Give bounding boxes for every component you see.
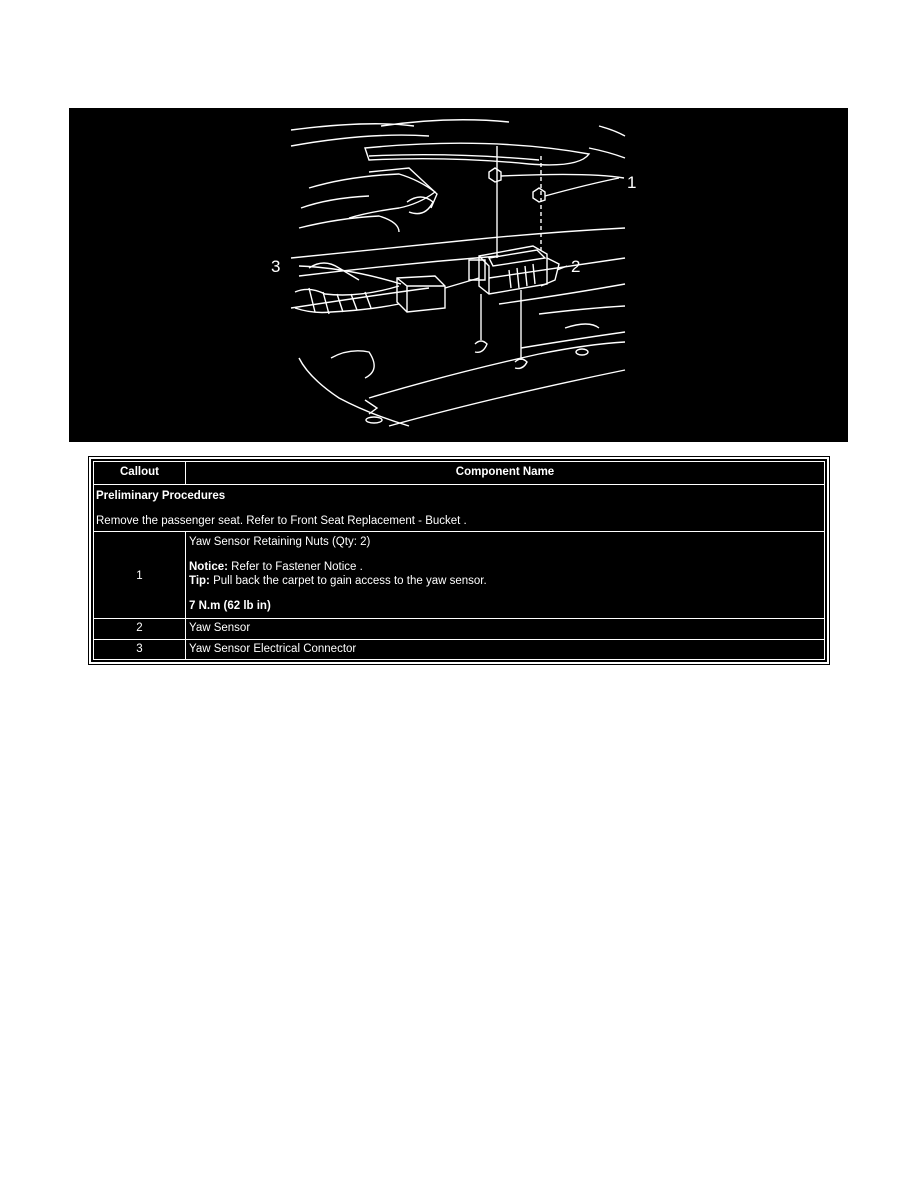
- component-table-body: [93, 461, 825, 660]
- tip-label: Tip:: [189, 575, 210, 587]
- table-row: [94, 640, 824, 660]
- component-table: [89, 457, 829, 664]
- header-component-name: [186, 462, 824, 484]
- row-component: [186, 619, 824, 639]
- notice-label: Notice:: [189, 561, 228, 573]
- table-row: [94, 532, 824, 619]
- notice-text: Refer to Fastener Notice .: [227, 561, 363, 573]
- preliminary-title: Preliminary Procedures: [96, 490, 226, 502]
- row-1-torque: 7 N.m (62 lb in): [189, 600, 271, 612]
- row-1-name: Yaw Sensor Retaining Nuts (Qty: 2): [189, 536, 371, 548]
- callout-3-label: 3: [271, 257, 281, 276]
- row-3-name: Yaw Sensor Electrical Connector: [189, 643, 357, 655]
- row-callout: [94, 619, 186, 639]
- header-component-text: Component Name: [455, 466, 555, 478]
- row-1-tip: [189, 575, 487, 587]
- illustration-drawing: [69, 108, 848, 442]
- preliminary-text: Remove the passenger seat. Refer to Front Seat Replacement - Bucket .: [96, 515, 467, 527]
- row-1-notice: [189, 561, 363, 573]
- header-callout-text: Callout: [120, 466, 159, 478]
- row-component: [186, 532, 824, 618]
- header-callout: [94, 462, 186, 484]
- callout-1-label: 1: [627, 173, 637, 192]
- yaw-sensor-illustration: [69, 108, 848, 442]
- row-2-name: Yaw Sensor: [189, 622, 251, 634]
- row-2-callout: 2: [136, 622, 143, 634]
- table-row: [94, 619, 824, 640]
- callout-2-label: 2: [571, 257, 581, 276]
- row-component: [186, 640, 824, 660]
- table-header-row: [94, 462, 824, 485]
- row-3-callout: 3: [136, 643, 143, 655]
- tip-text: Pull back the carpet to gain access to the yaw sensor.: [209, 575, 487, 587]
- preliminary-procedures-row: [94, 485, 824, 532]
- row-1-callout: 1: [136, 570, 143, 582]
- row-callout: [94, 532, 186, 618]
- row-callout: [94, 640, 186, 660]
